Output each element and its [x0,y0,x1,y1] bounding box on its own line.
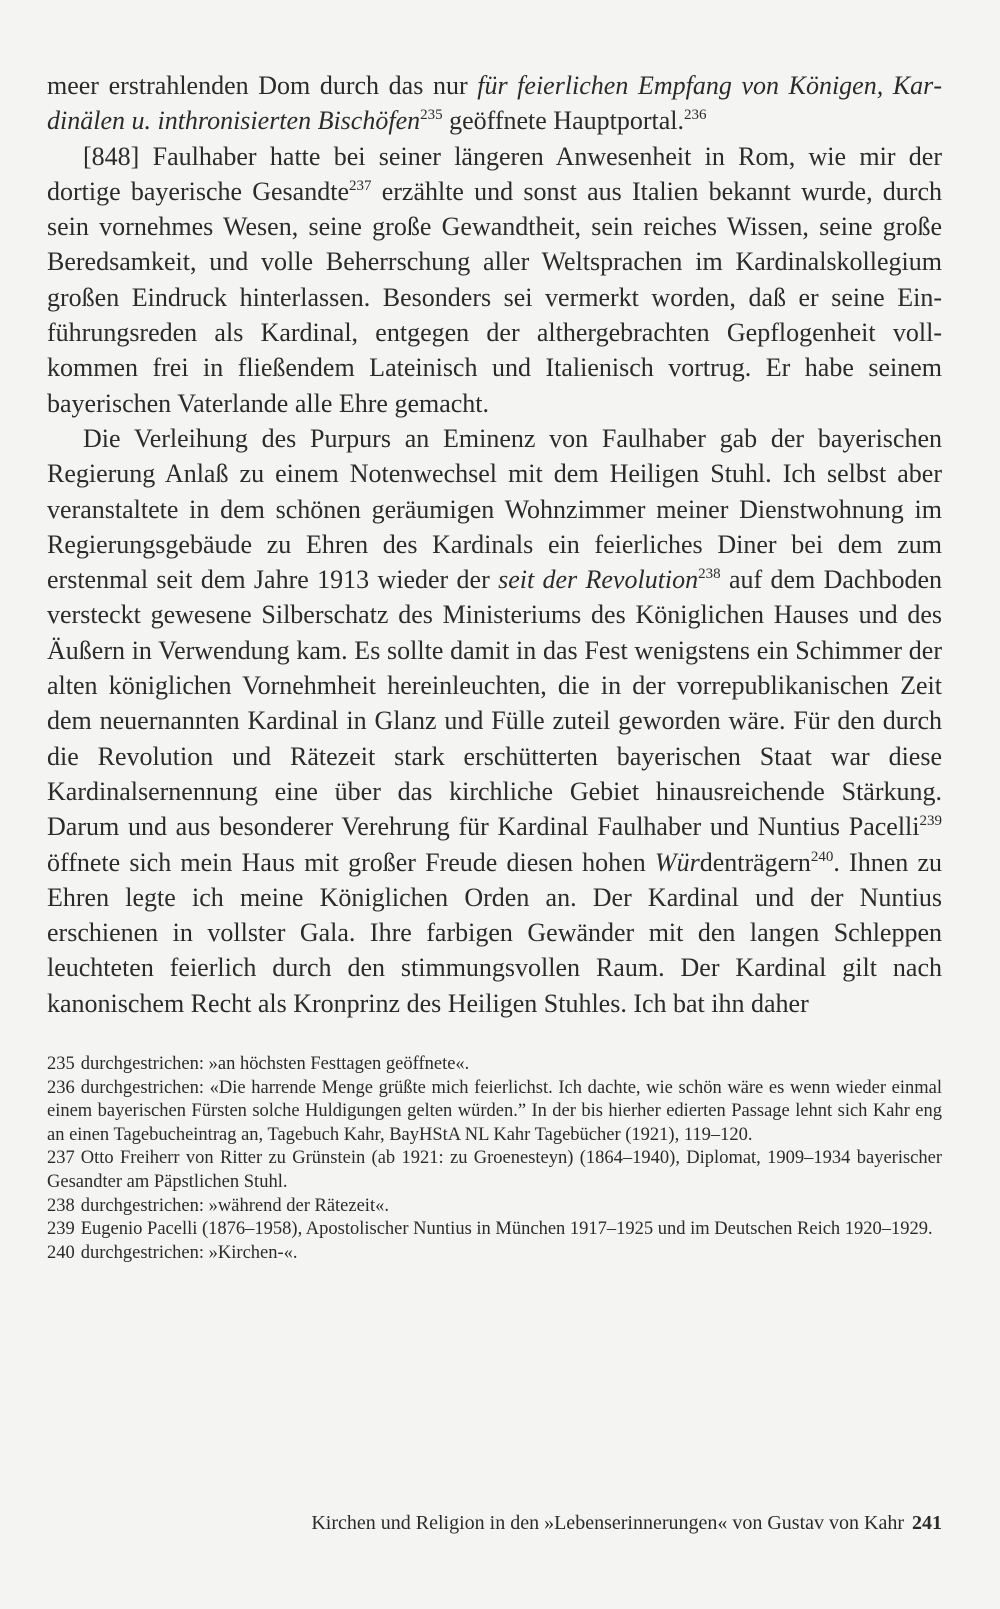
footnote-ref-236[interactable]: 236 [684,107,707,124]
text-run: erzählte und sonst aus Italien bekannt wurde, durch sein vornehmes Wesen, seine große Gewandtheit, sein reiches Wissen, seine große Beredsamkeit, und volle Beherrschung aller Weltsprachen im Kardinalskollegium großen Eindruck hinterlassen. Besonders sei vermerkt worden, daß er seine Einführungsreden als Kardinal, entgegen der althergebrachten Gepflogenheit vollkommen frei in fließendem Lateinisch und Italienisch vortrug. Er habe seinem bayerischen Vaterlande alle Ehre gemacht. [47,176,942,418]
footnote-ref-240[interactable]: 240 [810,848,834,865]
italic-quote: für feierlichen Empfang von Königen, Kardinälen u. inthronisierten Bischöfen [47,71,942,136]
page-number: 241 [912,1512,942,1534]
footnote [47,1147,942,1194]
footnote [47,1077,942,1148]
text-run: geöffnete Hauptportal. [442,106,684,136]
footnote-number: 240 [47,1242,75,1263]
footnote-text: Eugenio Pacelli (1876–1958), Apostolischer Nuntius in München 1917–1925 und im Deutschen Reich 1920–1929. [80,1219,933,1240]
footnote-text: durchgestrichen: »an höchsten Festtagen geöffnete«. [80,1054,470,1074]
footnote-number: 237 [47,1148,75,1169]
footnote [47,1195,942,1219]
footnote-text: durchgestrichen: »während der Rätezeit«. [80,1195,389,1216]
text-run: auf dem Dachboden versteckt gewesene Silberschatz des Ministeriums des Königlichen Hauses und des Äußern in Verwendung kam. Es sollte damit in das Fest wenigstens ein Schimmer der alten königlichen Vornehmheit hereinleuchten, die in der vorrepublikanischen Zeit dem neuernannten Kardinal in Glanz und Fülle zuteil geworden wäre. Für den durch die Revolution und Rätezeit stark erschütterten bayerischen Staat war diese Kardinalsernennung eine über das kirchliche Gebiet hinausreichende Stärkung. Darum und aus besonderer Verehrung für Kardinal Faulhaber und Nuntius Pacelli [47,565,943,842]
footnote-ref-237[interactable]: 237 [348,177,372,194]
running-title: Kirchen und Religion in den »Lebenserinnerungen« von Gustav von Kahr [311,1512,904,1534]
footnote-text: durchgestrichen: «Die harrende Menge grüßte mich feierlichst. Ich dachte, wie schön wäre es wenn wieder einmal einem bayerischen Fürsten solche Huldigungen gelten würden.” In der bis hierher edierten Passage lehnt sich Kahr eng an einen Tagebucheintrag an, Tagebuch Kahr, BayHStA NL Kahr Tagebücher (1921), 119–120. [47,1077,942,1145]
paragraph-purpur [47,421,942,1021]
text-run: denträgern [699,847,811,877]
text-run: öffnete sich mein Haus mit großer Freude diesen hohen [47,847,655,877]
paragraph-continued [47,68,942,139]
footnote-ref-235[interactable]: 235 [420,107,443,124]
text-run: Die Verleihung des Purpurs an Eminenz von Faulhaber gab der bayerischen Regierung Anlaß zu einem Notenwechsel mit dem Heiligen Stuhl. Ich selbst aber veranstaltete in dem schönen geräumigen Wohnzimmer meiner Dienstwohnung im Regierungsgebäude zu Ehren des Kardinals ein feierliches Diner bei dem zum erstenmal seit dem Jahre 1913 wieder der [47,423,942,595]
footnote [47,1053,942,1077]
footnote-number: 238 [47,1195,75,1216]
text-run: [848] Faulhaber hatte bei seiner längeren Anwesenheit in Rom, wie mir der dortige bayerische Gesandte [47,141,942,206]
text-run: . Ihnen zu Ehren legte ich meine Königlichen Orden an. Der Kardinal und der Nuntius erschienen in vollster Gala. Ihre farbigen Gewänder mit den langen Schleppen leuchteten feierlich durch den stimmungsvollen Raum. Der Kardinal gilt nach kanonischem Recht als Kronprinz des Heiligen Stuhles. Ich bat ihn daher [47,847,942,1018]
footnote-number: 236 [47,1077,75,1098]
footnote [47,1218,942,1242]
footnote [47,1242,942,1266]
italic-phrase: seit der Revolution [498,565,699,595]
footnotes [47,1053,942,1265]
footnote-number: 239 [47,1219,75,1240]
footnote-text: Otto Freiherr von Ritter zu Grünstein (ab 1921: zu Groenesteyn) (1864–1940), Diplomat, 1909–1934 bayerischer Gesandter am Päpstlichen Stuhl. [47,1148,942,1192]
running-footer [230,1510,942,1536]
main-text [47,68,942,1021]
footnote-ref-239[interactable]: 239 [919,813,942,830]
footnote-ref-238[interactable]: 238 [698,566,721,583]
paragraph-848 [47,139,942,421]
footnote-text: durchgestrichen: »Kirchen-«. [80,1242,298,1263]
italic-fragment: Wür [654,847,700,877]
footnote-number: 235 [47,1054,75,1074]
text-run: meer erstrahlenden Dom durch das nur [47,71,478,100]
